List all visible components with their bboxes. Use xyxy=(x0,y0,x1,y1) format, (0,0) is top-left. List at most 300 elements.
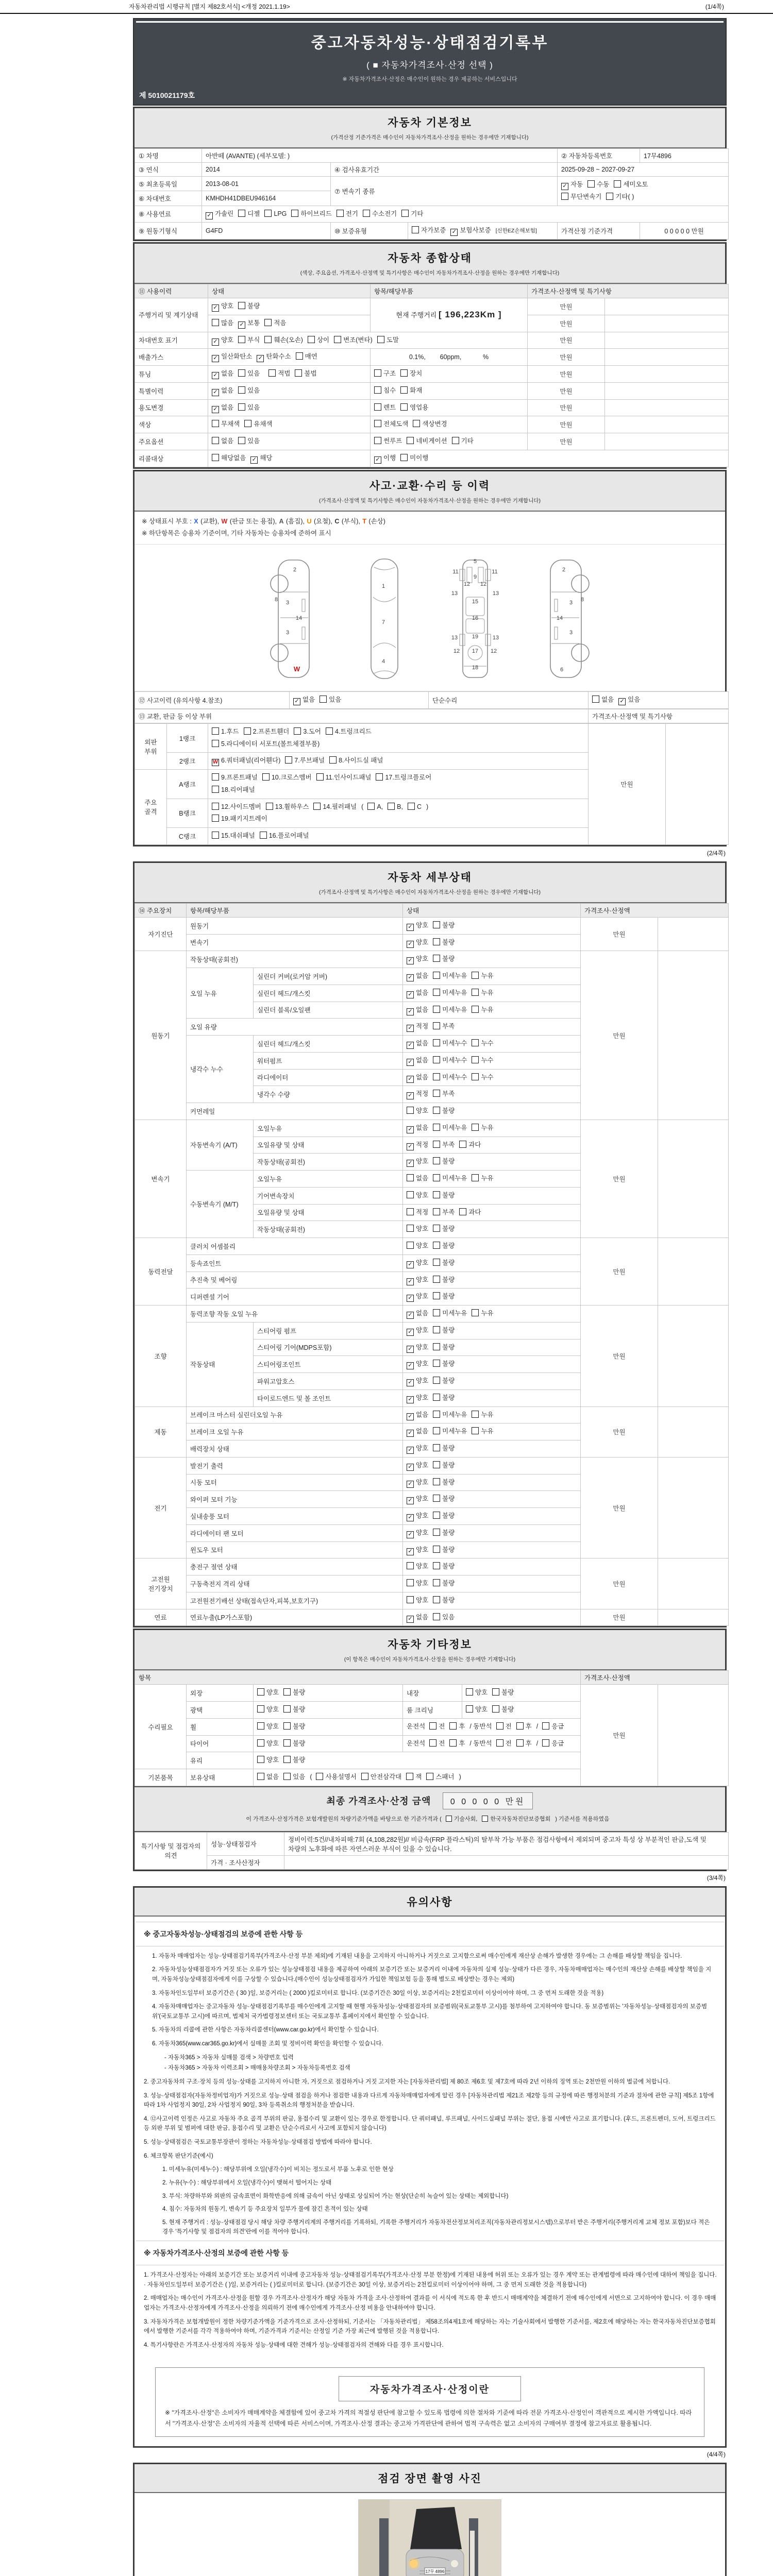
checkbox[interactable] xyxy=(326,727,333,735)
checkbox[interactable] xyxy=(238,210,245,217)
checkbox-option[interactable]: 불량 xyxy=(433,1375,455,1387)
checkbox[interactable] xyxy=(472,1006,479,1013)
checkbox[interactable] xyxy=(516,1739,524,1747)
checkbox-option[interactable]: 누유 xyxy=(472,1426,493,1438)
checkbox-option[interactable]: 있음 xyxy=(238,368,260,380)
checkbox-option[interactable]: 화재 xyxy=(400,385,422,397)
checkbox[interactable] xyxy=(363,210,370,217)
checkbox-option[interactable]: C xyxy=(408,801,422,814)
checkbox-option[interactable]: 양호 xyxy=(257,1704,279,1716)
checkbox[interactable]: ✓ xyxy=(618,698,626,705)
checkbox[interactable] xyxy=(482,1816,488,1822)
checkbox-option[interactable]: 적정 xyxy=(407,1207,428,1219)
checkbox[interactable] xyxy=(433,1242,440,1249)
checkbox-option[interactable]: 부족 xyxy=(433,1207,455,1219)
checkbox[interactable] xyxy=(452,437,459,444)
checkbox[interactable] xyxy=(238,369,245,377)
checkbox-option[interactable]: 누수 xyxy=(472,1072,493,1084)
checkbox[interactable] xyxy=(433,989,440,996)
checkbox[interactable] xyxy=(400,369,408,377)
checkbox[interactable] xyxy=(433,955,440,962)
checkbox[interactable] xyxy=(313,803,321,810)
checkbox-option[interactable]: ✓ 양호 xyxy=(407,953,428,965)
checkbox[interactable]: ✓ xyxy=(407,924,414,931)
checkbox[interactable] xyxy=(212,773,219,781)
checkbox[interactable] xyxy=(316,773,324,781)
checkbox-option[interactable]: ✓ 없음 xyxy=(212,368,233,380)
checkbox-option[interactable]: 미세누유 xyxy=(433,1173,467,1185)
checkbox[interactable]: ✓ xyxy=(212,338,219,346)
checkbox[interactable] xyxy=(433,1073,440,1080)
checkbox-option[interactable]: 5.라디에이터 서포트(볼트체결부품) xyxy=(212,738,320,751)
checkbox-option[interactable]: ✓ 양호 xyxy=(407,1460,428,1472)
checkbox-option[interactable]: 없음 xyxy=(212,435,233,448)
checkbox[interactable] xyxy=(472,1427,479,1434)
checkbox-option[interactable]: 훼손(오손) xyxy=(264,334,303,347)
checkbox[interactable] xyxy=(433,1495,440,1502)
checkbox[interactable] xyxy=(446,1816,452,1822)
checkbox[interactable] xyxy=(472,1073,479,1080)
checkbox[interactable] xyxy=(433,1613,440,1620)
checkbox[interactable] xyxy=(433,1512,440,1519)
checkbox-option[interactable]: 4.트렁크리드 xyxy=(326,726,372,738)
checkbox[interactable] xyxy=(449,1739,457,1747)
checkbox-option[interactable]: ✓ 일산화탄소 xyxy=(212,351,252,363)
checkbox-option[interactable]: 양호 xyxy=(466,1687,488,1699)
checkbox-option[interactable]: ✓ 해당 xyxy=(250,452,272,465)
checkbox-option[interactable]: ✓ 양호 xyxy=(407,1274,428,1286)
checkbox[interactable] xyxy=(472,1056,479,1063)
checkbox[interactable] xyxy=(433,1090,440,1097)
checkbox-option[interactable]: 불량 xyxy=(433,1291,455,1303)
checkbox-option[interactable]: 불량 xyxy=(433,1561,455,1573)
checkbox-option[interactable]: ✓ 양호 xyxy=(407,1544,428,1556)
checkbox-option[interactable]: 불량 xyxy=(433,1578,455,1590)
checkbox-option[interactable]: 불량 xyxy=(433,1223,455,1235)
checkbox[interactable] xyxy=(212,437,219,444)
checkbox-option[interactable]: 수동 xyxy=(587,179,609,191)
checkbox-option[interactable]: ✓ 없음 xyxy=(407,1122,428,1134)
checkbox[interactable] xyxy=(295,369,302,377)
checkbox[interactable]: ✓ xyxy=(407,1497,414,1504)
checkbox-option[interactable]: ✓ 양호 xyxy=(212,334,233,347)
checkbox-option[interactable]: 도말 xyxy=(377,334,399,347)
checkbox[interactable] xyxy=(433,1006,440,1013)
checkbox-option[interactable]: 불량 xyxy=(433,1510,455,1522)
checkbox[interactable] xyxy=(592,696,599,703)
checkbox-option[interactable]: 수소전기 xyxy=(363,208,397,221)
checkbox-option[interactable]: 변조(변타) xyxy=(334,334,373,347)
checkbox[interactable] xyxy=(433,1292,440,1299)
checkbox-option[interactable]: 14.필러패널 xyxy=(313,801,357,814)
checkbox[interactable] xyxy=(426,1773,433,1780)
checkbox[interactable] xyxy=(407,1107,414,1114)
checkbox-option[interactable]: ✓ 양호 xyxy=(212,300,233,313)
checkbox[interactable] xyxy=(320,696,327,703)
checkbox-option[interactable]: 양호 xyxy=(257,1687,279,1699)
checkbox-option[interactable]: 세미오토 xyxy=(614,179,648,191)
checkbox[interactable] xyxy=(374,403,381,411)
checkbox[interactable] xyxy=(459,1208,466,1215)
checkbox-option[interactable]: 12.사이드멤버 xyxy=(212,801,261,814)
checkbox[interactable] xyxy=(466,1688,473,1696)
checkbox[interactable] xyxy=(296,352,303,360)
checkbox-option[interactable]: 상이 xyxy=(308,334,329,347)
checkbox[interactable] xyxy=(283,1739,291,1747)
checkbox-option[interactable]: 미세누유 xyxy=(433,987,467,999)
checkbox-option[interactable]: 불량 xyxy=(433,1342,455,1354)
checkbox-option[interactable]: ✓ 없음 xyxy=(212,385,233,397)
checkbox-option[interactable]: ✓ 적정 xyxy=(407,1139,428,1151)
checkbox-option[interactable]: ✓ 없음 xyxy=(407,987,428,999)
checkbox-option[interactable]: 없음 xyxy=(407,1173,428,1185)
checkbox[interactable]: ✓ xyxy=(407,1126,414,1133)
checkbox-option[interactable]: 미세누유 xyxy=(433,1426,467,1438)
checkbox[interactable] xyxy=(374,386,381,394)
checkbox[interactable]: ✓ xyxy=(212,372,219,379)
checkbox-option[interactable]: 불량 xyxy=(433,1527,455,1539)
checkbox[interactable] xyxy=(542,1739,549,1747)
checkbox-option[interactable]: 누유 xyxy=(472,1409,493,1421)
checkbox[interactable] xyxy=(283,1705,291,1713)
checkbox-option[interactable]: ✓ 보험사보증 xyxy=(450,225,491,237)
checkbox[interactable] xyxy=(257,1705,264,1713)
checkbox[interactable] xyxy=(433,1461,440,1468)
checkbox-option[interactable]: 불량 xyxy=(433,1105,455,1117)
checkbox-option[interactable]: 네비게이션 xyxy=(407,435,447,448)
checkbox-option[interactable]: A, xyxy=(367,801,383,814)
checkbox[interactable] xyxy=(283,1722,291,1730)
checkbox[interactable] xyxy=(407,1579,414,1586)
checkbox[interactable] xyxy=(212,740,219,747)
checkbox[interactable] xyxy=(374,437,381,444)
checkbox[interactable]: ✓ xyxy=(407,1092,414,1099)
checkbox-option[interactable]: 8.사이드실 패널 xyxy=(329,755,383,767)
checkbox[interactable] xyxy=(433,1562,440,1569)
checkbox-option[interactable]: 장치 xyxy=(400,368,422,380)
checkbox[interactable] xyxy=(212,727,219,735)
checkbox-option[interactable]: 불량 xyxy=(433,1257,455,1269)
checkbox-option[interactable]: ✓ 보통 xyxy=(238,317,260,330)
checkbox-option[interactable]: ✓ 양호 xyxy=(407,1510,428,1522)
checkbox-option[interactable]: 미세누수 xyxy=(433,1055,467,1067)
checkbox[interactable] xyxy=(334,336,341,343)
checkbox-option[interactable]: ✓ 없음 xyxy=(212,402,233,414)
checkbox-option[interactable]: 불량 xyxy=(492,1704,514,1716)
checkbox-option[interactable]: ✓ 있음 xyxy=(618,694,640,706)
checkbox-option[interactable]: ✓ 없음 xyxy=(407,1072,428,1084)
checkbox[interactable] xyxy=(433,1107,440,1114)
checkbox-option[interactable]: ✓ 없음 xyxy=(407,1426,428,1438)
checkbox-option[interactable]: 불량 xyxy=(433,1156,455,1168)
checkbox-option[interactable]: ✓ 자동 xyxy=(561,179,583,191)
checkbox[interactable] xyxy=(268,369,276,377)
checkbox[interactable] xyxy=(238,437,245,444)
checkbox-option[interactable]: 미세누유 xyxy=(433,1409,467,1421)
checkbox[interactable] xyxy=(433,1360,440,1367)
checkbox-option[interactable]: 무채색 xyxy=(212,418,240,431)
checkbox[interactable]: ✓ xyxy=(212,389,219,396)
checkbox[interactable] xyxy=(337,210,344,217)
checkbox[interactable]: ✓ xyxy=(561,183,568,190)
checkbox[interactable]: ✓ xyxy=(407,1362,414,1369)
checkbox-option[interactable]: 양호 xyxy=(407,1561,428,1573)
checkbox-option[interactable]: 기타 xyxy=(452,435,474,448)
checkbox-option[interactable]: 양호 xyxy=(407,1190,428,1202)
checkbox-option[interactable]: 불량 xyxy=(433,1274,455,1286)
checkbox-option[interactable]: 없음 xyxy=(257,1771,279,1784)
checkbox-option[interactable]: 구조 xyxy=(374,368,396,380)
checkbox-option[interactable]: ✓ 없음 xyxy=(407,1308,428,1320)
checkbox[interactable] xyxy=(308,336,315,343)
checkbox-option[interactable]: ✓ 양호 xyxy=(407,920,428,932)
checkbox[interactable] xyxy=(361,1773,368,1780)
checkbox-option[interactable]: 응급 xyxy=(542,1721,564,1733)
checkbox-option[interactable]: 불량 xyxy=(433,1240,455,1252)
checkbox-option[interactable]: 미세누유 xyxy=(433,1308,467,1320)
checkbox[interactable] xyxy=(433,1208,440,1215)
checkbox-option[interactable]: 있음 xyxy=(320,694,341,706)
checkbox[interactable] xyxy=(472,972,479,979)
checkbox[interactable] xyxy=(238,403,245,411)
checkbox[interactable] xyxy=(429,1722,436,1730)
checkbox-option[interactable]: 영업용 xyxy=(400,402,428,414)
checkbox[interactable] xyxy=(433,938,440,945)
checkbox[interactable]: ✓ xyxy=(257,355,264,362)
checkbox[interactable] xyxy=(376,773,383,781)
checkbox-option[interactable]: ✓ 양호 xyxy=(407,1291,428,1303)
checkbox-option[interactable]: 불량 xyxy=(238,300,260,313)
checkbox[interactable]: ✓ xyxy=(407,974,414,981)
checkbox-option[interactable]: ✓ 양호 xyxy=(407,1477,428,1489)
checkbox[interactable] xyxy=(212,759,219,766)
checkbox[interactable]: ✓ xyxy=(407,1059,414,1066)
checkbox[interactable] xyxy=(238,302,245,309)
checkbox-option[interactable]: 침수 xyxy=(374,385,396,397)
checkbox-option[interactable]: ✓ 양호 xyxy=(407,1342,428,1354)
checkbox[interactable] xyxy=(492,1688,499,1696)
checkbox[interactable] xyxy=(264,336,272,343)
checkbox[interactable] xyxy=(516,1722,524,1730)
checkbox-option[interactable]: ✓ 탄화수소 xyxy=(257,351,291,363)
checkbox-option[interactable]: 누유 xyxy=(472,1308,493,1320)
checkbox[interactable] xyxy=(283,1773,291,1780)
checkbox-option[interactable]: 10.크로스멤버 xyxy=(262,772,312,784)
checkbox[interactable] xyxy=(472,989,479,996)
checkbox[interactable] xyxy=(433,1478,440,1485)
checkbox-option[interactable]: 스패너 xyxy=(426,1771,454,1784)
checkbox-option[interactable]: 부족 xyxy=(433,1021,455,1033)
checkbox[interactable] xyxy=(257,1722,264,1730)
checkbox[interactable] xyxy=(407,1225,414,1232)
checkbox[interactable] xyxy=(408,803,415,810)
checkbox-option[interactable]: ✓ 없음 xyxy=(407,1055,428,1067)
checkbox[interactable] xyxy=(374,420,381,427)
checkbox[interactable] xyxy=(606,193,613,200)
checkbox[interactable]: ✓ xyxy=(407,1076,414,1083)
checkbox-option[interactable]: 미세누수 xyxy=(433,1072,467,1084)
checkbox[interactable] xyxy=(433,1579,440,1586)
checkbox[interactable] xyxy=(212,319,219,326)
checkbox-option[interactable]: 자가보증 xyxy=(412,225,446,237)
checkbox-option[interactable]: 전 xyxy=(496,1738,512,1750)
checkbox[interactable] xyxy=(433,1309,440,1316)
checkbox-option[interactable]: 있음 xyxy=(238,435,260,448)
checkbox-option[interactable]: 적법 xyxy=(268,368,290,380)
checkbox-option[interactable]: 불량 xyxy=(433,1443,455,1455)
checkbox[interactable] xyxy=(212,832,219,839)
checkbox-option[interactable]: 유채색 xyxy=(244,418,272,431)
checkbox[interactable] xyxy=(542,1722,549,1730)
checkbox[interactable] xyxy=(257,1739,264,1747)
checkbox-option[interactable]: 후 xyxy=(449,1721,465,1733)
checkbox-option[interactable]: 19.패키지트레이 xyxy=(212,813,267,825)
checkbox-option[interactable]: 3.도어 xyxy=(294,726,321,738)
checkbox[interactable] xyxy=(257,1773,264,1780)
checkbox-option[interactable]: 기술사회, xyxy=(446,1814,478,1825)
checkbox[interactable] xyxy=(377,336,384,343)
checkbox[interactable] xyxy=(433,972,440,979)
checkbox-option[interactable]: 불법 xyxy=(295,368,316,380)
checkbox[interactable] xyxy=(433,1427,440,1434)
checkbox-option[interactable]: 렌트 xyxy=(374,402,396,414)
checkbox-option[interactable]: 많음 xyxy=(212,317,233,330)
checkbox[interactable] xyxy=(244,420,251,427)
checkbox-option[interactable]: 하이브리드 xyxy=(291,208,331,221)
checkbox[interactable]: ✓ xyxy=(407,1548,414,1555)
checkbox-option-marked[interactable]: W 6.쿼터패널(리어휀다) xyxy=(212,757,281,766)
checkbox[interactable] xyxy=(433,1596,440,1603)
checkbox[interactable] xyxy=(433,1056,440,1063)
checkbox[interactable] xyxy=(294,727,301,735)
checkbox[interactable] xyxy=(407,1242,414,1249)
checkbox[interactable] xyxy=(433,1259,440,1266)
checkbox[interactable]: ✓ xyxy=(407,1025,414,1032)
checkbox[interactable]: ✓ xyxy=(407,1396,414,1403)
checkbox-option[interactable]: 1.후드 xyxy=(212,726,239,738)
checkbox-option[interactable]: 응급 xyxy=(542,1738,564,1750)
checkbox-option[interactable]: 9.프론트패널 xyxy=(212,772,258,784)
checkbox[interactable]: ✓ xyxy=(212,304,219,312)
checkbox[interactable] xyxy=(266,803,273,810)
checkbox-option[interactable]: 누수 xyxy=(472,1038,493,1050)
checkbox[interactable] xyxy=(587,180,595,188)
checkbox[interactable]: ✓ xyxy=(407,991,414,998)
checkbox[interactable]: ✓ xyxy=(212,355,219,362)
checkbox[interactable]: ✓ xyxy=(238,321,245,329)
checkbox-option[interactable]: 불량 xyxy=(283,1738,305,1750)
checkbox[interactable] xyxy=(212,815,219,822)
checkbox-option[interactable]: 무단변속기 xyxy=(561,191,601,204)
checkbox[interactable] xyxy=(407,1208,414,1215)
checkbox[interactable] xyxy=(212,454,219,461)
checkbox-option[interactable]: 불량 xyxy=(283,1754,305,1767)
checkbox-option[interactable]: 기타( ) xyxy=(606,191,634,204)
checkbox[interactable]: ✓ xyxy=(407,941,414,948)
checkbox[interactable] xyxy=(412,226,419,233)
checkbox-option[interactable]: 매연 xyxy=(296,351,317,363)
checkbox[interactable]: ✓ xyxy=(407,1413,414,1420)
checkbox-option[interactable]: 불량 xyxy=(433,953,455,965)
checkbox[interactable] xyxy=(400,403,408,411)
checkbox[interactable] xyxy=(406,1773,413,1780)
checkbox-option[interactable]: 있음 xyxy=(238,402,260,414)
checkbox-option[interactable]: 2.프론트휀더 xyxy=(244,726,290,738)
checkbox-option[interactable]: ✓ 양호 xyxy=(407,1527,428,1539)
checkbox-option[interactable]: 기타 xyxy=(401,208,423,221)
checkbox-option[interactable]: 미세누유 xyxy=(433,970,467,982)
checkbox[interactable] xyxy=(283,1756,291,1763)
checkbox-option[interactable]: ✓ 양호 xyxy=(407,1392,428,1404)
checkbox-option[interactable]: 과다 xyxy=(459,1207,481,1219)
checkbox-option[interactable]: ✓ 없음 xyxy=(407,1612,428,1624)
checkbox-option[interactable]: 13.휠하우스 xyxy=(266,801,309,814)
checkbox[interactable]: ✓ xyxy=(407,1261,414,1268)
checkbox[interactable] xyxy=(413,420,420,427)
checkbox[interactable] xyxy=(400,386,408,394)
checkbox[interactable] xyxy=(433,1343,440,1350)
checkbox-option[interactable]: 양호 xyxy=(466,1704,488,1716)
checkbox[interactable]: ✓ xyxy=(374,456,381,464)
checkbox[interactable] xyxy=(472,1124,479,1131)
checkbox[interactable]: ✓ xyxy=(407,1329,414,1336)
checkbox-option[interactable]: 한국자동차진단보증협회 xyxy=(482,1814,550,1825)
checkbox-option[interactable]: 불량 xyxy=(433,1493,455,1505)
checkbox-option[interactable]: B, xyxy=(388,801,403,814)
checkbox-option[interactable]: 없음 xyxy=(592,694,614,706)
checkbox-option[interactable]: ✓ 양호 xyxy=(407,1443,428,1455)
checkbox[interactable] xyxy=(433,1276,440,1283)
checkbox-option[interactable]: ✓ 양호 xyxy=(407,1375,428,1387)
checkbox[interactable] xyxy=(433,1225,440,1232)
checkbox-option[interactable]: 누유 xyxy=(472,1122,493,1134)
checkbox[interactable]: ✓ xyxy=(450,229,458,236)
checkbox[interactable] xyxy=(496,1722,503,1730)
checkbox-option[interactable]: 양호 xyxy=(257,1754,279,1767)
checkbox[interactable]: ✓ xyxy=(250,456,258,464)
checkbox[interactable]: ✓ xyxy=(407,1616,414,1623)
checkbox[interactable]: ✓ xyxy=(293,698,300,705)
checkbox-option[interactable]: ✓ 적정 xyxy=(407,1021,428,1033)
checkbox[interactable] xyxy=(466,1705,473,1713)
checkbox-option[interactable]: 불량 xyxy=(433,1325,455,1337)
checkbox-option[interactable]: 썬루프 xyxy=(374,435,402,448)
checkbox[interactable]: ✓ xyxy=(407,1447,414,1454)
checkbox[interactable]: ✓ xyxy=(407,1379,414,1386)
checkbox-option[interactable]: ✓ 없음 xyxy=(407,1038,428,1050)
checkbox[interactable] xyxy=(433,1191,440,1198)
checkbox-option[interactable]: 양호 xyxy=(407,1105,428,1117)
checkbox[interactable]: ✓ xyxy=(407,1295,414,1302)
checkbox-option[interactable]: 누수 xyxy=(472,1055,493,1067)
checkbox-option[interactable]: 양호 xyxy=(407,1223,428,1235)
checkbox-option[interactable]: 불량 xyxy=(433,1358,455,1370)
checkbox-option[interactable]: 후 xyxy=(516,1721,532,1733)
checkbox[interactable]: ✓ xyxy=(407,1514,414,1521)
checkbox-option[interactable]: ✓ 가솔린 xyxy=(206,208,233,221)
checkbox[interactable]: ✓ xyxy=(407,957,414,964)
checkbox-option[interactable]: 미세누유 xyxy=(433,1122,467,1134)
checkbox[interactable] xyxy=(433,1529,440,1536)
checkbox-option[interactable]: 7.루브패널 xyxy=(285,755,325,767)
checkbox[interactable]: ✓ xyxy=(407,1312,414,1319)
checkbox[interactable]: ✓ xyxy=(407,1143,414,1150)
checkbox[interactable] xyxy=(496,1739,503,1747)
checkbox[interactable] xyxy=(407,1191,414,1198)
checkbox-option[interactable]: ✓ 양호 xyxy=(407,937,428,949)
checkbox[interactable] xyxy=(316,1773,323,1780)
checkbox-option[interactable]: 과다 xyxy=(459,1139,481,1151)
